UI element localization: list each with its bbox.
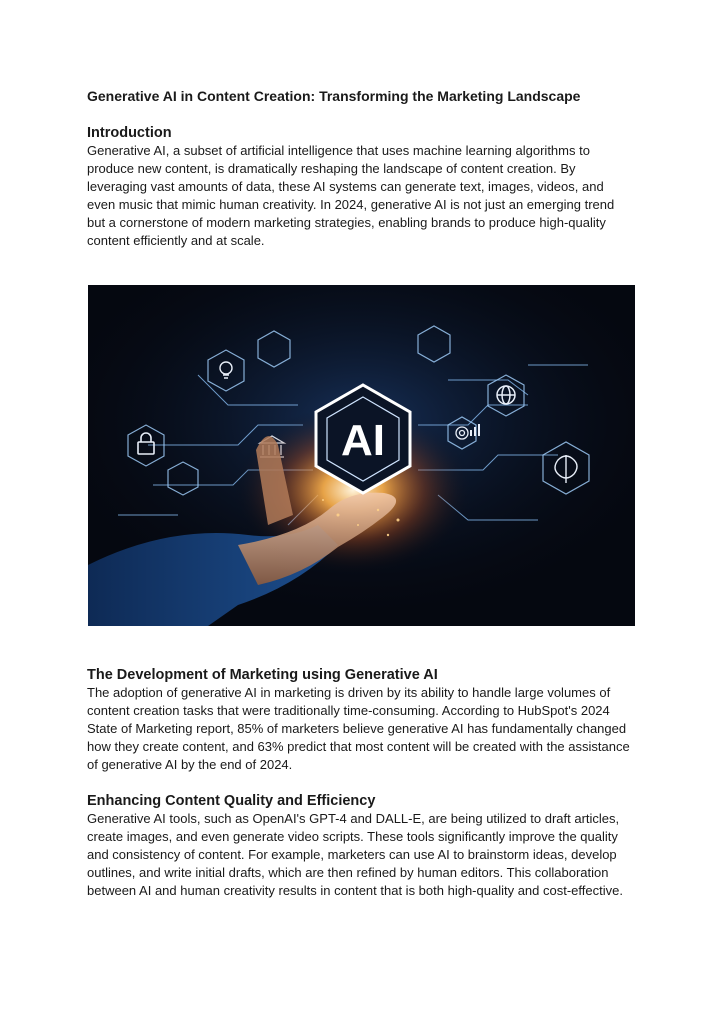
section-body: Generative AI, a subset of artificial intelligence that uses machine learning algorithms to produce new content, is dramatically reshaping the landscape of content creation. By leveraging vast amounts of data, these AI systems can generate text, images, videos, and even music that mimic human creativity. In 2024, generative AI is not just an emerging trend but a cornerstone of modern marketing strategies, enabling brands to produce high-quality content efficiently and at scale. <box>87 143 615 248</box>
section-heading: Introduction <box>87 125 172 141</box>
section-body: Generative AI tools, such as OpenAI's GPT-4 and DALL-E, are being utilized to draft articles, create images, and even generate video scripts. These tools significantly improve the quality and consistency of content. For example, marketers can use AI to brainstorm ideas, develop outlines, and write initial drafts, which are then refined by human editors. This collaboration between AI and human creativity results in content that is both high-quality and cost-effective. <box>87 811 623 898</box>
section-body: The adoption of generative AI in marketing is driven by its ability to handle large volumes of content creation tasks that were traditionally time-consuming. According to HubSpot's 2024 State of Marketing report, 85% of marketers believe generative AI has fundamentally changed how they create content, and 63% predict that most content will be created with the assistance of generative AI by the end of 2024. <box>87 685 630 772</box>
document-title: Generative AI in Content Creation: Transforming the Marketing Landscape <box>87 88 581 104</box>
ai-label: AI <box>341 416 385 465</box>
ai-hand-illustration <box>88 285 635 626</box>
hero-image <box>88 285 635 626</box>
section-introduction <box>87 125 635 250</box>
section-heading: Enhancing Content Quality and Efficiency <box>87 793 376 809</box>
section-development <box>87 667 635 774</box>
section-quality <box>87 793 635 900</box>
section-heading: The Development of Marketing using Generative AI <box>87 667 438 683</box>
